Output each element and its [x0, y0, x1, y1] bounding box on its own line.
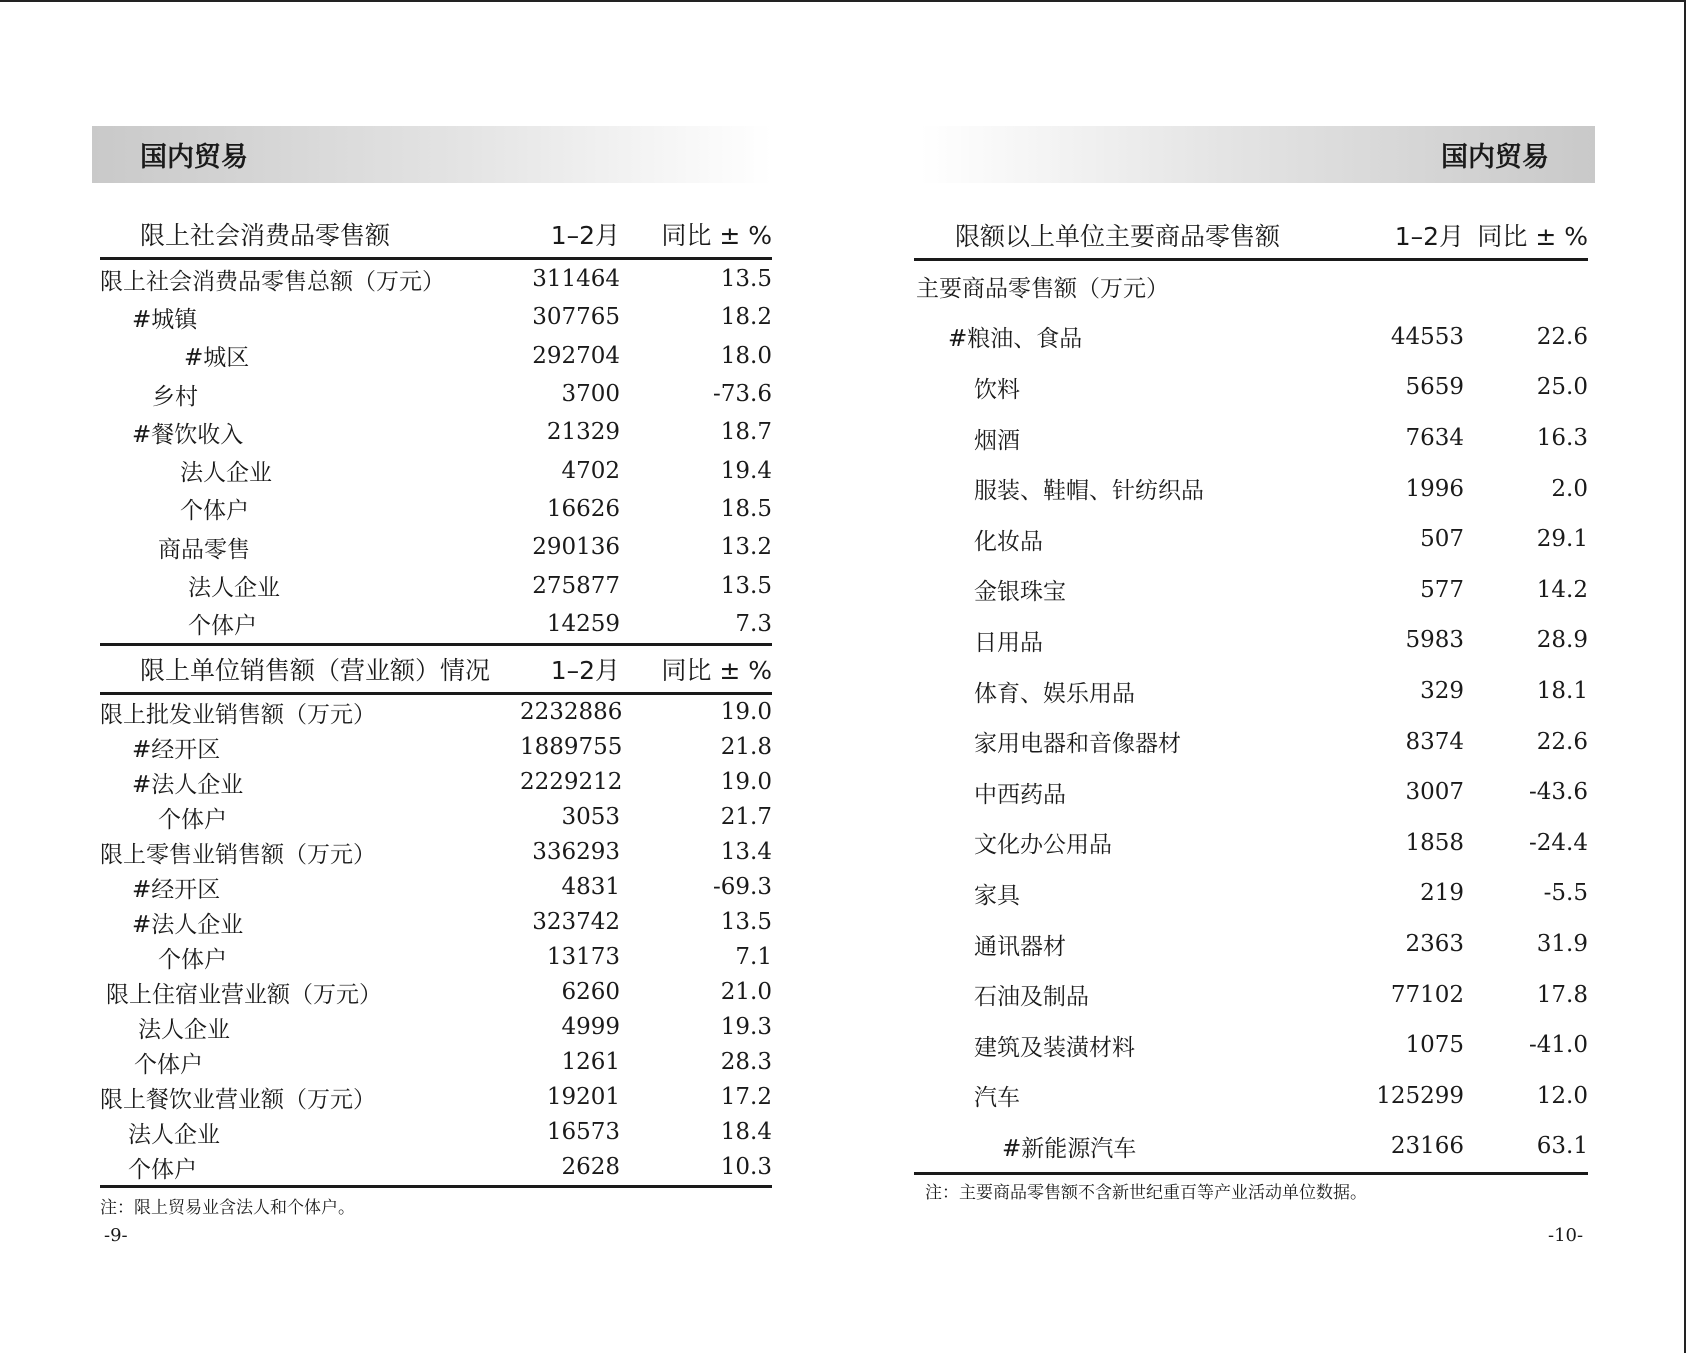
table-row — [100, 1080, 772, 1115]
column-header-period: 1–2月 — [520, 644, 620, 693]
table-title: 限上社会消费品零售额 — [100, 211, 520, 259]
row-value: 329 — [1420, 678, 1464, 705]
table-row — [100, 259, 772, 299]
row-value: 13173 — [546, 944, 620, 971]
table-row — [914, 868, 1588, 919]
table-row — [914, 312, 1588, 363]
table-row — [100, 605, 772, 645]
row-label: 限上餐饮业营业额（万元） — [100, 1086, 376, 1113]
table-row — [914, 818, 1588, 869]
row-label: 限上社会消费品零售总额（万元） — [100, 268, 445, 295]
row-value: 7634 — [1405, 425, 1464, 452]
table-row — [100, 800, 772, 835]
row-value: 336293 — [532, 839, 620, 866]
row-value: 2363 — [1405, 931, 1464, 958]
column-header-period: 1–2月 — [520, 211, 620, 259]
row-yoy: 12.0 — [1536, 1082, 1588, 1109]
row-value: 311464 — [532, 266, 620, 293]
row-yoy: 18.1 — [1536, 678, 1588, 705]
row-value: 1889755 — [520, 734, 623, 761]
table-row — [100, 1010, 772, 1045]
row-label: 限上批发业销售额（万元） — [100, 701, 376, 728]
row-label: 中西药品 — [974, 781, 1066, 808]
row-value: 23166 — [1368, 1121, 1464, 1173]
row-value: 577 — [1420, 576, 1464, 603]
top-border — [0, 0, 1686, 2]
row-yoy: 22.6 — [1536, 323, 1588, 350]
table-row — [100, 870, 772, 905]
row-value: 323742 — [532, 909, 620, 936]
row-label: 汽车 — [974, 1085, 1020, 1112]
row-value: 219 — [1420, 880, 1464, 907]
row-yoy: 21.8 — [720, 734, 772, 761]
row-label: 法人企业 — [180, 460, 272, 487]
row-value: 21329 — [546, 419, 620, 446]
row-value: 19201 — [546, 1084, 620, 1111]
row-yoy: 29.1 — [1536, 526, 1588, 553]
page-number: -10- — [1548, 1225, 1584, 1246]
row-value: 307765 — [532, 304, 620, 331]
table-row — [914, 969, 1588, 1020]
table-header — [100, 644, 772, 693]
row-label: #城区 — [184, 345, 250, 372]
table-row — [100, 490, 772, 528]
table-row — [100, 765, 772, 800]
row-value: 292704 — [532, 342, 620, 369]
row-label: 乡村 — [152, 383, 198, 410]
row-label: 建筑及装潢材料 — [974, 1034, 1135, 1061]
row-yoy: 16.3 — [1536, 425, 1588, 452]
row-yoy: 13.5 — [720, 572, 772, 599]
table-row — [914, 413, 1588, 464]
table-header — [914, 212, 1588, 260]
row-yoy: -41.0 — [1529, 1032, 1588, 1059]
row-yoy: 28.3 — [720, 1049, 772, 1076]
row-yoy: 19.4 — [720, 457, 772, 484]
row-value: 1261 — [561, 1049, 620, 1076]
row-yoy: 2.0 — [1551, 475, 1588, 502]
table-row — [914, 615, 1588, 666]
table-row — [100, 298, 772, 336]
row-label: 石油及制品 — [974, 984, 1089, 1011]
row-label: 日用品 — [974, 629, 1043, 656]
row-label: 个体户 — [188, 613, 257, 640]
row-yoy: -73.6 — [713, 381, 772, 408]
row-label: #经开区 — [132, 736, 221, 763]
table-row — [100, 451, 772, 489]
row-yoy: -5.5 — [1543, 880, 1588, 907]
row-yoy: 18.7 — [720, 419, 772, 446]
table-row — [100, 975, 772, 1010]
row-yoy: 18.5 — [720, 495, 772, 522]
footnote: 注：主要商品零售额不含新世纪重百等产业活动单位数据。 — [925, 1183, 1367, 1203]
row-value: 4702 — [561, 457, 620, 484]
row-label: 法人企业 — [128, 1121, 220, 1148]
row-label: #餐饮收入 — [132, 421, 244, 448]
table-row — [914, 1121, 1588, 1173]
row-value: 507 — [1420, 526, 1464, 553]
section-banner-right — [920, 126, 1595, 183]
row-value: 14259 — [546, 610, 620, 637]
row-label: 限上住宿业营业额（万元） — [106, 981, 382, 1008]
row-label: 金银珠宝 — [974, 579, 1066, 606]
row-label: 文化办公用品 — [974, 832, 1112, 859]
row-yoy: 13.4 — [720, 839, 772, 866]
table-row — [914, 565, 1588, 616]
row-label: 家具 — [974, 882, 1020, 909]
row-yoy: 22.6 — [1536, 728, 1588, 755]
row-label: 商品零售 — [158, 536, 250, 563]
row-value: 3053 — [561, 804, 620, 831]
row-yoy: 25.0 — [1536, 374, 1588, 401]
row-value: 1858 — [1405, 829, 1464, 856]
row-yoy: 63.1 — [1464, 1121, 1588, 1173]
row-yoy: 13.5 — [720, 266, 772, 293]
major-commodities-table — [914, 212, 1588, 1175]
column-header-yoy: 同比 ± % — [1464, 212, 1588, 260]
row-yoy: 10.3 — [620, 1150, 772, 1187]
row-value: 125299 — [1376, 1082, 1464, 1109]
row-label: 个体户 — [158, 946, 227, 973]
row-label: 个体户 — [158, 806, 227, 833]
row-yoy: 28.9 — [1536, 627, 1588, 654]
row-value: 4831 — [561, 874, 620, 901]
row-yoy: 13.2 — [720, 534, 772, 561]
column-header-yoy: 同比 ± % — [620, 211, 772, 259]
row-value: 2232886 — [520, 699, 623, 726]
row-value: 5659 — [1405, 374, 1464, 401]
row-yoy: 18.0 — [720, 342, 772, 369]
row-label: 饮料 — [974, 376, 1020, 403]
row-value: 1996 — [1405, 475, 1464, 502]
table-row — [100, 1115, 772, 1150]
row-label: 法人企业 — [138, 1016, 230, 1043]
table-title: 限上单位销售额（营业额）情况 — [100, 644, 520, 693]
table-row — [100, 337, 772, 375]
row-value: 44553 — [1390, 323, 1464, 350]
row-yoy: 21.7 — [720, 804, 772, 831]
row-value: 6260 — [561, 979, 620, 1006]
row-yoy: 13.5 — [720, 909, 772, 936]
row-yoy: 19.3 — [720, 1014, 772, 1041]
row-label: 通讯器材 — [974, 933, 1066, 960]
row-yoy: 17.2 — [720, 1084, 772, 1111]
table-row — [914, 514, 1588, 565]
row-yoy: 19.0 — [720, 769, 772, 796]
table-row — [914, 919, 1588, 970]
row-value: 4999 — [561, 1014, 620, 1041]
row-label: 体育、娱乐用品 — [974, 680, 1135, 707]
table-row — [100, 730, 772, 765]
table-row — [914, 716, 1588, 767]
row-label: 个体户 — [100, 1150, 520, 1187]
row-yoy: 18.2 — [720, 304, 772, 331]
row-label: 主要商品零售额（万元） — [916, 275, 1169, 302]
row-label: 限上零售业销售额（万元） — [100, 841, 376, 868]
row-yoy: 7.1 — [735, 944, 772, 971]
row-yoy: 7.3 — [735, 610, 772, 637]
row-value: 2628 — [520, 1150, 620, 1187]
row-label: 个体户 — [134, 1051, 203, 1078]
section-title: 国内贸易 — [1441, 142, 1549, 173]
row-value: 1075 — [1405, 1032, 1464, 1059]
row-label: 化妆品 — [974, 528, 1043, 555]
table-row — [914, 463, 1588, 514]
row-value: 290136 — [532, 534, 620, 561]
row-yoy: 17.8 — [1536, 981, 1588, 1008]
row-value: 16626 — [546, 495, 620, 522]
row-yoy — [1464, 260, 1588, 312]
row-label: #法人企业 — [132, 911, 244, 938]
table-row — [100, 566, 772, 604]
row-value: 3700 — [561, 381, 620, 408]
column-header-period: 1–2月 — [1368, 212, 1464, 260]
row-yoy: -69.3 — [713, 874, 772, 901]
table-row — [100, 905, 772, 940]
row-label: #粮油、食品 — [948, 326, 1083, 353]
row-label: #法人企业 — [132, 771, 244, 798]
page-number: -9- — [104, 1225, 128, 1246]
table-row — [100, 528, 772, 566]
row-label: 法人企业 — [188, 575, 280, 602]
table-row — [100, 375, 772, 413]
row-value: 16573 — [546, 1119, 620, 1146]
retail-sales-table — [100, 211, 772, 1188]
row-yoy: 31.9 — [1536, 931, 1588, 958]
table-row — [100, 940, 772, 975]
table-row — [100, 693, 772, 730]
table-row — [100, 1045, 772, 1080]
row-yoy: 19.0 — [720, 699, 772, 726]
row-value — [1368, 260, 1464, 312]
section-title: 国内贸易 — [140, 142, 248, 173]
table-row — [914, 1020, 1588, 1071]
row-label: 个体户 — [180, 498, 249, 525]
table-row — [100, 835, 772, 870]
table-row — [914, 666, 1588, 717]
table-row — [100, 1150, 772, 1187]
row-value: 3007 — [1405, 779, 1464, 806]
row-label: #经开区 — [132, 876, 221, 903]
column-header-yoy: 同比 ± % — [620, 644, 772, 693]
table-title: 限额以上单位主要商品零售额 — [914, 212, 1368, 260]
row-value: 275877 — [532, 572, 620, 599]
section-banner-left — [92, 126, 772, 183]
table-row — [914, 362, 1588, 413]
row-yoy: -43.6 — [1529, 779, 1588, 806]
row-value: 77102 — [1390, 981, 1464, 1008]
table-row — [914, 767, 1588, 818]
footnote: 注：限上贸易业含法人和个体户。 — [100, 1198, 355, 1218]
table-row — [100, 413, 772, 451]
table-row — [914, 1071, 1588, 1122]
row-value: 5983 — [1405, 627, 1464, 654]
row-yoy: 21.0 — [720, 979, 772, 1006]
row-label: 服装、鞋帽、针纺织品 — [974, 478, 1204, 505]
row-yoy: 18.4 — [720, 1119, 772, 1146]
table-header — [100, 211, 772, 259]
row-label: #城镇 — [132, 306, 198, 333]
row-yoy: 14.2 — [1536, 576, 1588, 603]
row-label: 烟酒 — [974, 427, 1020, 454]
row-label: 家用电器和音像器材 — [974, 731, 1181, 758]
row-label: #新能源汽车 — [914, 1121, 1368, 1173]
table-row — [914, 260, 1588, 312]
row-value: 8374 — [1405, 728, 1464, 755]
row-yoy: -24.4 — [1529, 829, 1588, 856]
row-value: 2229212 — [520, 769, 623, 796]
